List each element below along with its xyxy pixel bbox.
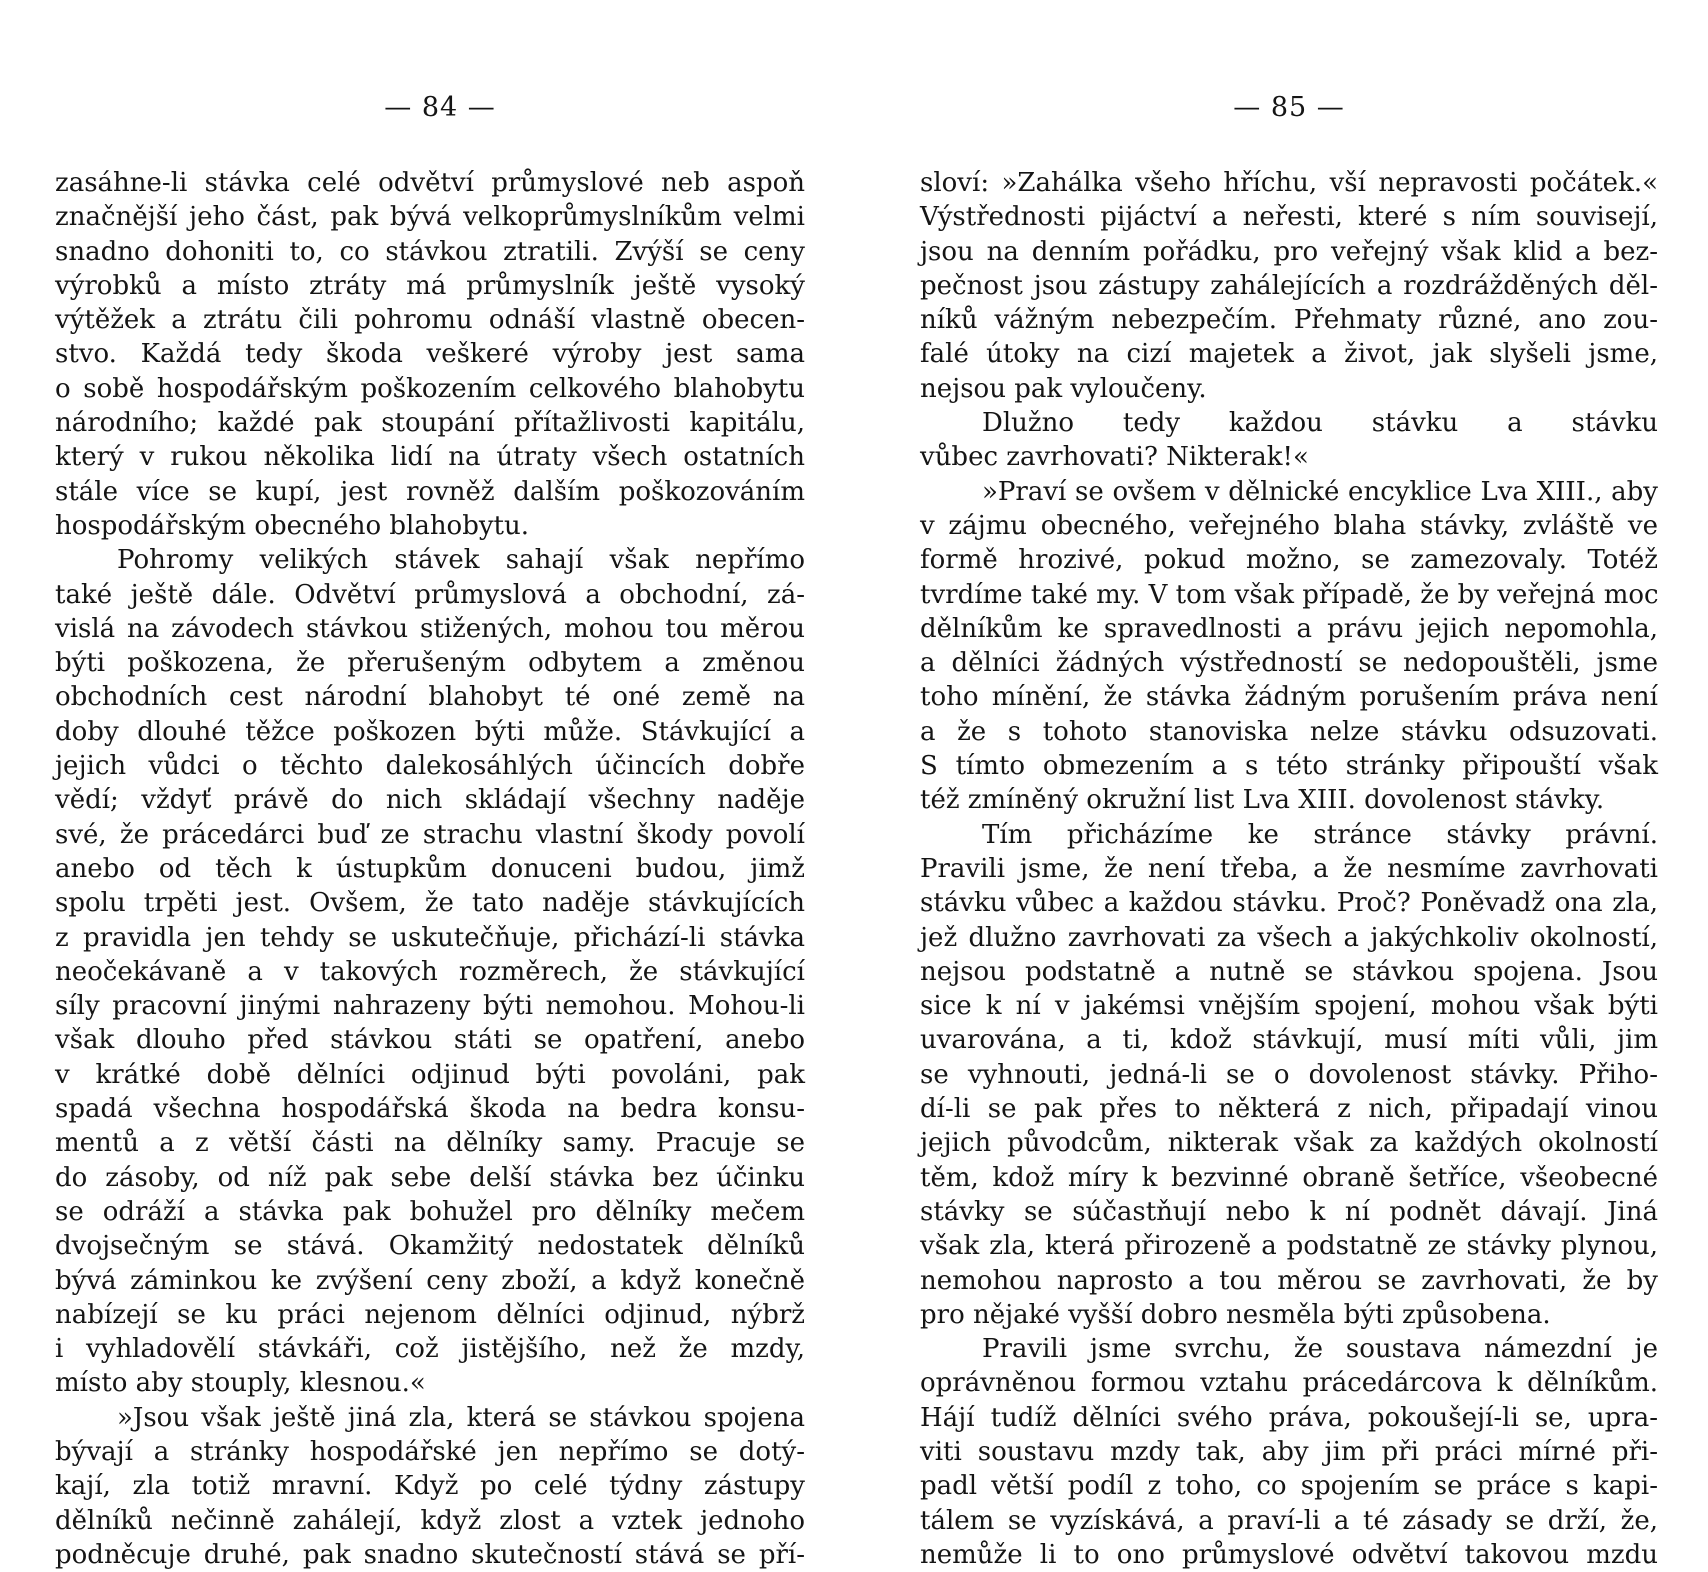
text-line: síly pracovní jinými nahrazeny býti nemohou. Mohou-li bbox=[55, 991, 805, 1022]
page-number: — 84 — bbox=[384, 92, 496, 123]
text-line: kají, zla totiž mravní. Když po celé týdny zástupy bbox=[55, 1471, 805, 1502]
text-line: bývá záminkou ke zvýšení ceny zboží, a když konečně bbox=[55, 1265, 805, 1296]
text-line: falé útoky na cizí majetek a život, jak slyšeli jsme, bbox=[920, 339, 1658, 370]
left-page bbox=[55, 0, 805, 1570]
text-line: o sobě hospodářským poškozením celkového blahobytu bbox=[55, 373, 805, 404]
text-line: tálem se vyzískává, a praví-li a té zásady se drží, že, bbox=[920, 1505, 1658, 1536]
text-line: »Praví se ovšem v dělnické encyklice Lva XIII., aby bbox=[982, 476, 1658, 507]
text-line: a dělníci žádných výstředností se nedopouštěli, jsme bbox=[920, 648, 1658, 679]
text-line: neočekávaně a v takových rozměrech, že stávkující bbox=[55, 956, 805, 987]
text-line: stávky se súčastňují nebo k ní podnět dávají. Jiná bbox=[920, 1196, 1658, 1227]
text-line: oprávněnou formou vztahu prácedárcova k dělníkům. bbox=[920, 1368, 1658, 1399]
text-line: Výstřednosti pijáctví a neřesti, které s ním souvisejí, bbox=[920, 202, 1658, 233]
text-line: dělníků nečinně zahálejí, když zlost a vztek jednoho bbox=[55, 1505, 805, 1536]
text-line: stále více se kupí, jest rovněž dalším poškozováním bbox=[55, 476, 805, 507]
text-line: své, že prácedárci buď ze strachu vlastní škody povolí bbox=[55, 819, 805, 850]
text-line: zasáhne-li stávka celé odvětví průmyslové neb aspoň bbox=[55, 168, 805, 198]
text-line: S tímto obmezením a s této stránky připouští však bbox=[920, 751, 1658, 782]
text-line: spolu trpěti jest. Ovšem, že tato naděje stávkujících bbox=[55, 888, 805, 919]
text-line: i vyhladovělí stávkáři, což jistějšího, než že mzdy, bbox=[55, 1334, 805, 1365]
right-page bbox=[920, 0, 1659, 1570]
text-line: též zmíněný okružní list Lva XIII. dovolenost stávky. bbox=[920, 785, 1605, 816]
text-line: výrobků a místo ztráty má průmyslník ještě vysoký bbox=[55, 270, 805, 301]
text-line: níků vážným nebezpečím. Přehmaty různé, ano zou- bbox=[920, 305, 1658, 336]
text-line: doby dlouhé těžce poškozen býti může. Stávkující a bbox=[55, 716, 805, 747]
text-line: hospodářským obecného blahobytu. bbox=[55, 510, 530, 541]
text-line: Pravili jsme svrchu, že soustava námezdní je bbox=[982, 1334, 1658, 1365]
text-line: nejsou pak vyloučeny. bbox=[920, 373, 1207, 404]
text-line: toho mínění, že stávka žádným porušením práva není bbox=[920, 682, 1658, 713]
text-line: viti soustavu mzdy tak, aby jim při práci mírné při- bbox=[920, 1436, 1658, 1467]
text-line: nejsou podstatně a nutně se stávkou spojena. Jsou bbox=[920, 956, 1658, 987]
text-line: formě hrozivé, pokud možno, se zamezovaly. Totéž bbox=[920, 545, 1658, 576]
text-line: stávku vůbec a každou stávku. Proč? Poněvadž ona zla, bbox=[920, 888, 1658, 919]
text-line: tvrdíme také my. V tom však případě, že by veřejná moc bbox=[920, 579, 1659, 610]
text-line: a že s tohoto stanoviska nelze stávku odsuzovati. bbox=[920, 716, 1658, 747]
text-line: Pohromy velikých stávek sahají však nepřímo bbox=[117, 545, 805, 576]
text-line: nemohou naprosto a tou měrou se zavrhovati, že by bbox=[920, 1265, 1658, 1296]
text-line: vědí; vždyť právě do nich skládají všechny naděje bbox=[55, 785, 805, 816]
text-line: uvarována, a ti, kdož stávkují, musí míti vůli, jim bbox=[920, 1025, 1658, 1056]
text-line: se vyhnouti, jedná-li se o dovolenost stávky. Přiho- bbox=[920, 1059, 1658, 1090]
text-line: v krátké době dělníci odjinud býti povoláni, pak bbox=[55, 1059, 805, 1090]
text-line: obchodních cest národní blahobyt té oné země na bbox=[55, 682, 805, 713]
text-line: také ještě dále. Odvětví průmyslová a obchodní, zá- bbox=[55, 579, 805, 610]
text-line: vůbec zavrhovati? Nikterak!« bbox=[920, 442, 1309, 473]
text-line: národního; každé pak stoupání přítažlivosti kapitálu, bbox=[55, 408, 805, 439]
text-line: býti poškozena, že přerušeným odbytem a změnou bbox=[55, 648, 805, 679]
text-line: který v rukou několika lidí na útraty všech ostatních bbox=[55, 442, 805, 473]
text-line: jejich vůdci o těchto dalekosáhlých účincích dobře bbox=[55, 751, 805, 782]
text-line: snadno dohoniti to, co stávkou ztratili. Zvýší se ceny bbox=[55, 236, 805, 267]
text-line: bývají a stránky hospodářské jen nepřímo se dotý- bbox=[55, 1436, 805, 1467]
text-line: však dlouho před stávkou státi se opatření, anebo bbox=[55, 1025, 805, 1056]
text-line: do zásoby, od níž pak sebe delší stávka bez účinku bbox=[55, 1162, 805, 1193]
text-line: místo aby stouply, klesnou.« bbox=[55, 1368, 426, 1399]
text-line: se odráží a stávka pak bohužel pro dělníky mečem bbox=[55, 1196, 805, 1227]
text-line: nemůže li to ono průmyslové odvětví takovou mzdu bbox=[920, 1539, 1658, 1570]
text-line: pečnost jsou zástupy zahálejících a rozdrážděných děl- bbox=[920, 270, 1658, 301]
text-line: pro nějaké vyšší dobro nesměla býti způsobena. bbox=[920, 1299, 1551, 1330]
text-line: nabízejí se ku práci nejenom dělníci odjinud, nýbrž bbox=[55, 1299, 805, 1330]
text-line: stvo. Každá tedy škoda veškeré výroby jest sama bbox=[55, 339, 805, 370]
text-line: Tím přicházíme ke stránce stávky právní. bbox=[982, 819, 1658, 850]
text-line: anebo od těch k ústupkům donuceni budou, jimž bbox=[55, 853, 805, 884]
text-line: vislá na závodech stávkou stižených, mohou tou měrou bbox=[55, 613, 805, 644]
text-line: sloví: »Zahálka všeho hříchu, vší nepravosti počátek.« bbox=[920, 168, 1658, 198]
text-line: z pravidla jen tehdy se uskutečňuje, přichází-li stávka bbox=[55, 922, 805, 953]
text-line: dělníkům ke spravedlnosti a právu jejich nepomohla, bbox=[920, 613, 1658, 644]
text-line: mentů a z větší části na dělníky samy. Pracuje se bbox=[55, 1128, 805, 1159]
text-line: dí-li se pak přes to některá z nich, připadají vinou bbox=[920, 1094, 1658, 1125]
text-line: podněcuje druhé, pak snadno skutečností stává se pří- bbox=[55, 1539, 805, 1570]
text-line: výtěžek a ztrátu čili pohromu odnáší vlastně obecen- bbox=[55, 305, 805, 336]
text-line: jež dlužno zavrhovati za všech a jakýchkoliv okolností, bbox=[920, 922, 1658, 953]
text-line: Dlužno tedy každou stávku a stávku bbox=[982, 408, 1658, 439]
text-line: jejich původcům, nikterak však za každých okolností bbox=[920, 1128, 1658, 1159]
text-line: Pravili jsme, že není třeba, a že nesmíme zavrhovati bbox=[920, 853, 1658, 884]
text-line: těm, kdož míry k bezvinné obraně šetříce, všeobecné bbox=[920, 1162, 1658, 1193]
text-line: »Jsou však ještě jiná zla, která se stávkou spojena bbox=[117, 1402, 805, 1433]
text-line: však zla, která přirozeně a podstatně ze stávky plynou, bbox=[920, 1231, 1658, 1262]
text-line: Hájí tudíž dělníci svého práva, pokoušejí-li se, upra- bbox=[920, 1402, 1658, 1433]
text-line: značnější jeho část, pak bývá velkoprůmyslníkům velmi bbox=[55, 202, 805, 233]
page-body-text bbox=[55, 166, 805, 1572]
text-line: padl větší podíl z toho, co spojením se práce s kapi- bbox=[920, 1471, 1658, 1502]
text-line: spadá všechna hospodářská škoda na bedra konsu- bbox=[55, 1094, 805, 1125]
page-number: — 85 — bbox=[1233, 92, 1345, 123]
page-body-text bbox=[920, 166, 1658, 1572]
text-line: jsou na denním pořádku, pro veřejný však klid a bez- bbox=[920, 236, 1658, 267]
text-line: v zájmu obecného, veřejného blaha stávky, zvláště ve bbox=[920, 510, 1658, 541]
text-line: sice k ní v jakémsi vnějším spojení, mohou však býti bbox=[920, 991, 1658, 1022]
text-line: dvojsečným se stává. Okamžitý nedostatek dělníků bbox=[55, 1231, 805, 1262]
